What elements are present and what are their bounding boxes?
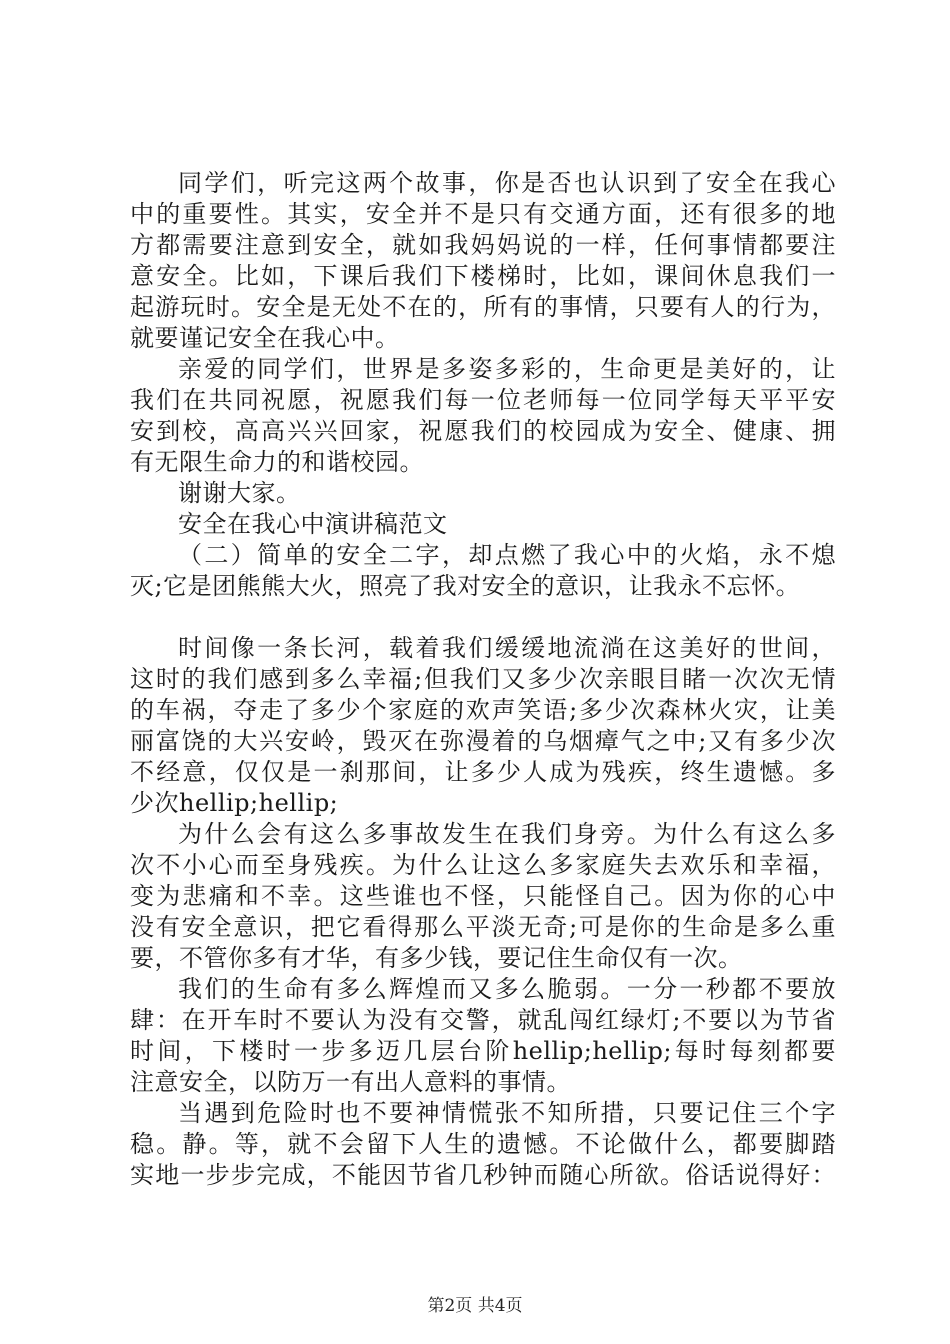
text-line: 谢谢大家。 <box>178 479 301 507</box>
text-line: 注意安全，以防万一有出人意料的事情。 <box>130 1068 571 1096</box>
text-line: 丽富饶的大兴安岭，毁灭在弥漫着的乌烟瘴气之中;又有多少次 <box>130 727 836 755</box>
text-line: 中的重要性。其实，安全并不是只有交通方面，还有很多的地 <box>130 200 836 228</box>
text-line: 我们的生命有多么辉煌而又多么脆弱。一分一秒都不要放 <box>178 975 836 1003</box>
text-line: 方都需要注意到安全，就如我妈妈说的一样，任何事情都要注 <box>130 231 836 259</box>
text-line: 稳。静。等，就不会留下人生的遗憾。不论做什么，都要脚踏 <box>130 1130 836 1158</box>
text-line: 就要谨记安全在我心中。 <box>130 324 400 352</box>
text-line: 意安全。比如，下课后我们下楼梯时，比如，课间休息我们一 <box>130 262 836 290</box>
text-line: 变为悲痛和不幸。这些谁也不怪，只能怪自己。因为你的心中 <box>130 882 836 910</box>
text-line: 肆：在开车时不要认为没有交警，就乱闯红绿灯;不要以为节省 <box>130 1006 836 1034</box>
text-line: 实地一步步完成，不能因节省几秒钟而随心所欲。俗话说得好： <box>130 1161 836 1189</box>
text-line: 为什么会有这么多事故发生在我们身旁。为什么有这么多 <box>178 820 836 848</box>
text-line: 这时的我们感到多么幸福;但我们又多少次亲眼目睹一次次无情 <box>130 665 836 693</box>
text-line: （二）简单的安全二字，却点燃了我心中的火焰，永不熄 <box>178 541 836 569</box>
text-line: 要，不管你多有才华，有多少钱，要记住生命仅有一次。 <box>130 944 743 972</box>
text-line: 次不小心而至身残疾。为什么让这么多家庭失去欢乐和幸福， <box>130 851 836 879</box>
text-line: 少次hellip;hellip; <box>130 789 339 817</box>
text-line: 灭;它是团熊熊大火，照亮了我对安全的意识，让我永不忘怀。 <box>130 572 801 600</box>
text-line: 起游玩时。安全是无处不在的，所有的事情，只要有人的行为， <box>130 293 836 321</box>
page-footer: 第2页 共4页 <box>427 1296 523 1316</box>
text-line: 有无限生命力的和谐校园。 <box>130 448 424 476</box>
text-line: 时间，下楼时一步多迈几层台阶hellip;hellip;每时每刻都要 <box>130 1037 836 1065</box>
text-line: 当遇到危险时也不要神情慌张不知所措，只要记住三个字 <box>178 1099 836 1127</box>
blank-line <box>130 602 836 633</box>
text-line: 不经意，仅仅是一刹那间，让多少人成为残疾，终生遗憾。多 <box>130 758 836 786</box>
text-line: 的车祸，夺走了多少个家庭的欢声笑语;多少次森林火灾，让美 <box>130 696 836 724</box>
text-line: 安到校，高高兴兴回家，祝愿我们的校园成为安全、健康、拥 <box>130 417 836 445</box>
text-line: 亲爱的同学们，世界是多姿多彩的，生命更是美好的，让 <box>178 355 836 383</box>
text-line: 安全在我心中演讲稿范文 <box>178 510 448 538</box>
text-line: 我们在共同祝愿，祝愿我们每一位老师每一位同学每天平平安 <box>130 386 836 414</box>
text-line: 没有安全意识，把它看得那么平淡无奇;可是你的生命是多么重 <box>130 913 836 941</box>
text-line: 同学们，听完这两个故事，你是否也认识到了安全在我心 <box>178 169 836 197</box>
text-line: 时间像一条长河，载着我们缓缓地流淌在这美好的世间， <box>178 634 836 662</box>
document-body <box>130 168 836 1191</box>
